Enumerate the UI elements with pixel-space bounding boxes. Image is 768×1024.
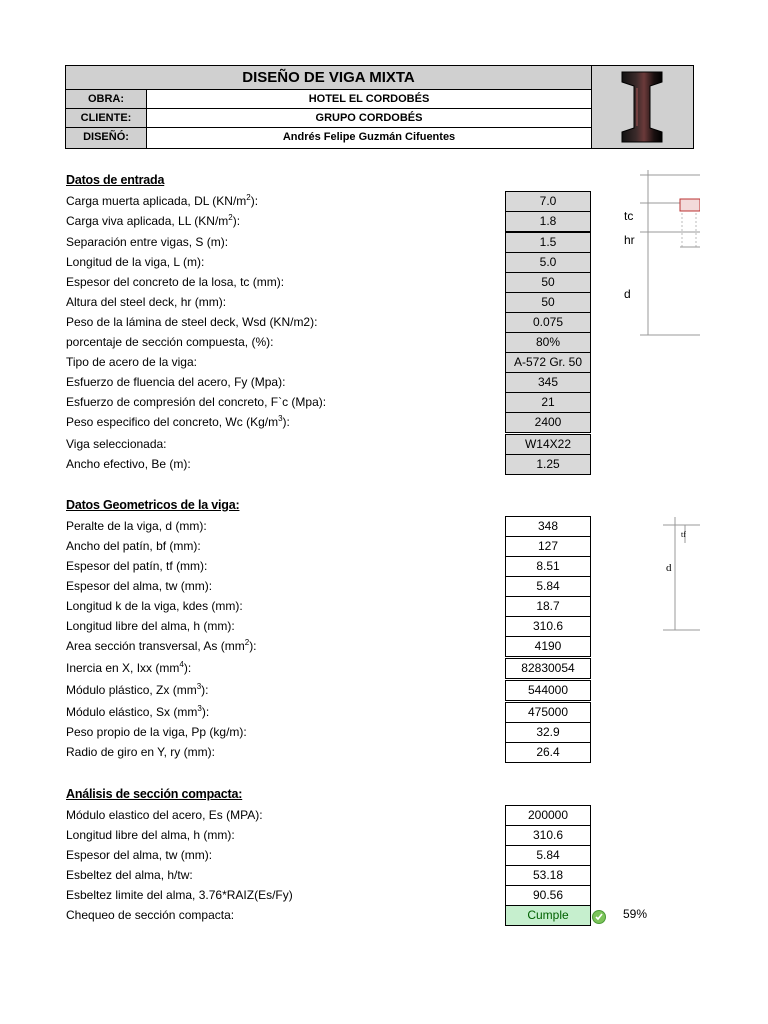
check-percent: 59% [623,907,648,921]
geom-row-value[interactable]: 127 [505,536,591,557]
input-row-value[interactable]: A-572 Gr. 50 [505,352,591,373]
input-row-value[interactable]: 2400 [505,412,591,433]
input-row-value[interactable]: 50 [505,292,591,313]
d-label: d [624,287,631,301]
input-row-label: Carga viva aplicada, LL $(KN/m^2)$: [66,213,241,228]
analysis-row-value[interactable]: 310.6 [505,825,591,846]
geom-row-value[interactable]: 475000 [505,702,591,723]
geom-row-label: Area sección transversal, As $(mm^2)$: [66,638,257,653]
input-row-label: Altura del steel deck, hr (mm): [66,295,227,309]
analysis-row-label: Espesor del alma, tw (mm): [66,848,213,862]
input-row-value[interactable]: 1.8 [505,211,591,232]
analysis-row-label: Longitud libre del alma, h (mm): [66,828,235,842]
geom-row-label: Peso propio de la viga, Pp (kg/m): [66,725,247,739]
geom-row-label: Módulo plástico, Zx $(mm^3)$: [66,682,209,697]
input-row-label: Esfuerzo de compresión del concreto, F`c (Mpa): [66,395,327,409]
cliente-row [66,109,592,128]
input-row-value[interactable]: 1.5 [505,232,591,253]
geom-row-label: Longitud k de la viga, kdes (mm): [66,599,243,613]
geom-row-label: Módulo elástico, Sx $(mm^3)$: [66,704,210,719]
header-table [65,65,694,149]
input-row-label: Espesor del concreto de la losa, tc (mm): [66,275,285,289]
input-row-label: Esfuerzo de fluencia del acero, Fy (Mpa): [66,375,286,389]
cliente-label: CLIENTE: [66,109,147,127]
obra-value[interactable]: HOTEL EL CORDOBÉS [147,90,592,108]
analysis-row-label: Esbeltez del alma, h/tw: [66,868,193,882]
check-circle-icon [592,910,606,924]
analysis-row-label: Chequeo de sección compacta: [66,908,235,922]
geom-row-value[interactable]: 348 [505,516,591,537]
i-beam-icon [592,66,693,148]
geom-row-label: Inercia en X, Ixx $(mm^4)$: [66,660,192,675]
geom-row-value[interactable]: 310.6 [505,616,591,637]
input-row-value[interactable]: 0.075 [505,312,591,333]
input-row-value[interactable]: 7.0 [505,191,591,212]
geom-row-value[interactable]: 26.4 [505,742,591,763]
beam-depth-diagram [655,515,700,635]
geom-row-label: Ancho del patín, bf (mm): [66,539,201,553]
input-row-label: Ancho efectivo, Be (m): [66,457,191,471]
input-row-value[interactable]: W14X22 [505,434,591,455]
diseno-label: DISEÑÓ: [66,128,147,148]
analysis-row-value[interactable]: 90.56 [505,885,591,906]
geom-section-title: Datos Geometricos de la viga: [66,498,240,512]
analysis-row-value[interactable]: 53.18 [505,865,591,886]
input-row-label: Tipo de acero de la viga: [66,355,197,369]
analysis-section-title: Análisis de sección compacta: [66,787,243,801]
i-beam-logo [592,66,693,148]
geom-row-label: Peralte de la viga, d (mm): [66,519,207,533]
analysis-row-label: Esbeltez limite del alma, 3.76*RAIZ(Es/Fy) [66,888,293,902]
geom-row-value[interactable]: 4190 [505,636,591,657]
input-row-value[interactable]: 80% [505,332,591,353]
input-row-value[interactable]: 50 [505,272,591,293]
analysis-row-value[interactable]: 5.84 [505,845,591,866]
diseno-row [66,128,592,148]
slab-section-diagram [600,165,700,345]
geom-row-value[interactable]: 8.51 [505,556,591,577]
analysis-row-label: Módulo elastico del acero, Es (MPA): [66,808,263,822]
obra-label: OBRA: [66,90,147,108]
input-row-value[interactable]: 21 [505,392,591,413]
hr-label: hr [624,233,635,247]
geom-row-value[interactable]: 18.7 [505,596,591,617]
input-row-label: Separación entre vigas, S (m): [66,235,229,249]
geom-row-label: Radio de giro en Y, ry (mm): [66,745,215,759]
input-row-label: Peso de la lámina de steel deck, Wsd (KN/m2): [66,315,318,329]
geom-row-value[interactable]: 5.84 [505,576,591,597]
analysis-row-value[interactable]: 200000 [505,805,591,826]
geom-row-value[interactable]: 82830054 [505,658,591,679]
input-row-label: Viga seleccionada: [66,437,167,451]
input-row-value[interactable]: 1.25 [505,454,591,475]
input-row-label: porcentaje de sección compuesta, (%): [66,335,274,349]
input-row-label: Longitud de la viga, L (m): [66,255,205,269]
input-row-label: Carga muerta aplicada, DL $(KN/m^2)$: [66,193,259,208]
d-depth-label: d [666,562,672,574]
analysis-row-value[interactable]: Cumple [505,905,591,926]
geom-row-label: Longitud libre del alma, h (mm): [66,619,235,633]
tc-label: tc [624,209,634,223]
input-section-title: Datos de entrada [66,173,165,187]
geom-row-label: Espesor del patín, tf (mm): [66,559,208,573]
geom-row-value[interactable]: 544000 [505,680,591,701]
input-row-value[interactable]: 5.0 [505,252,591,273]
tf-label: tf [681,530,686,539]
geom-row-value[interactable]: 32.9 [505,722,591,743]
geom-row-label: Espesor del alma, tw (mm): [66,579,213,593]
input-row-value[interactable]: 345 [505,372,591,393]
cliente-value[interactable]: GRUPO CORDOBÉS [147,109,592,127]
input-row-label: Peso especifico del concreto, Wc $(Kg/m^3)$: [66,414,290,429]
page-title: DISEÑO DE VIGA MIXTA [66,66,592,90]
diseno-value[interactable]: Andrés Felipe Guzmán Cifuentes [147,128,592,148]
obra-row [66,90,592,109]
